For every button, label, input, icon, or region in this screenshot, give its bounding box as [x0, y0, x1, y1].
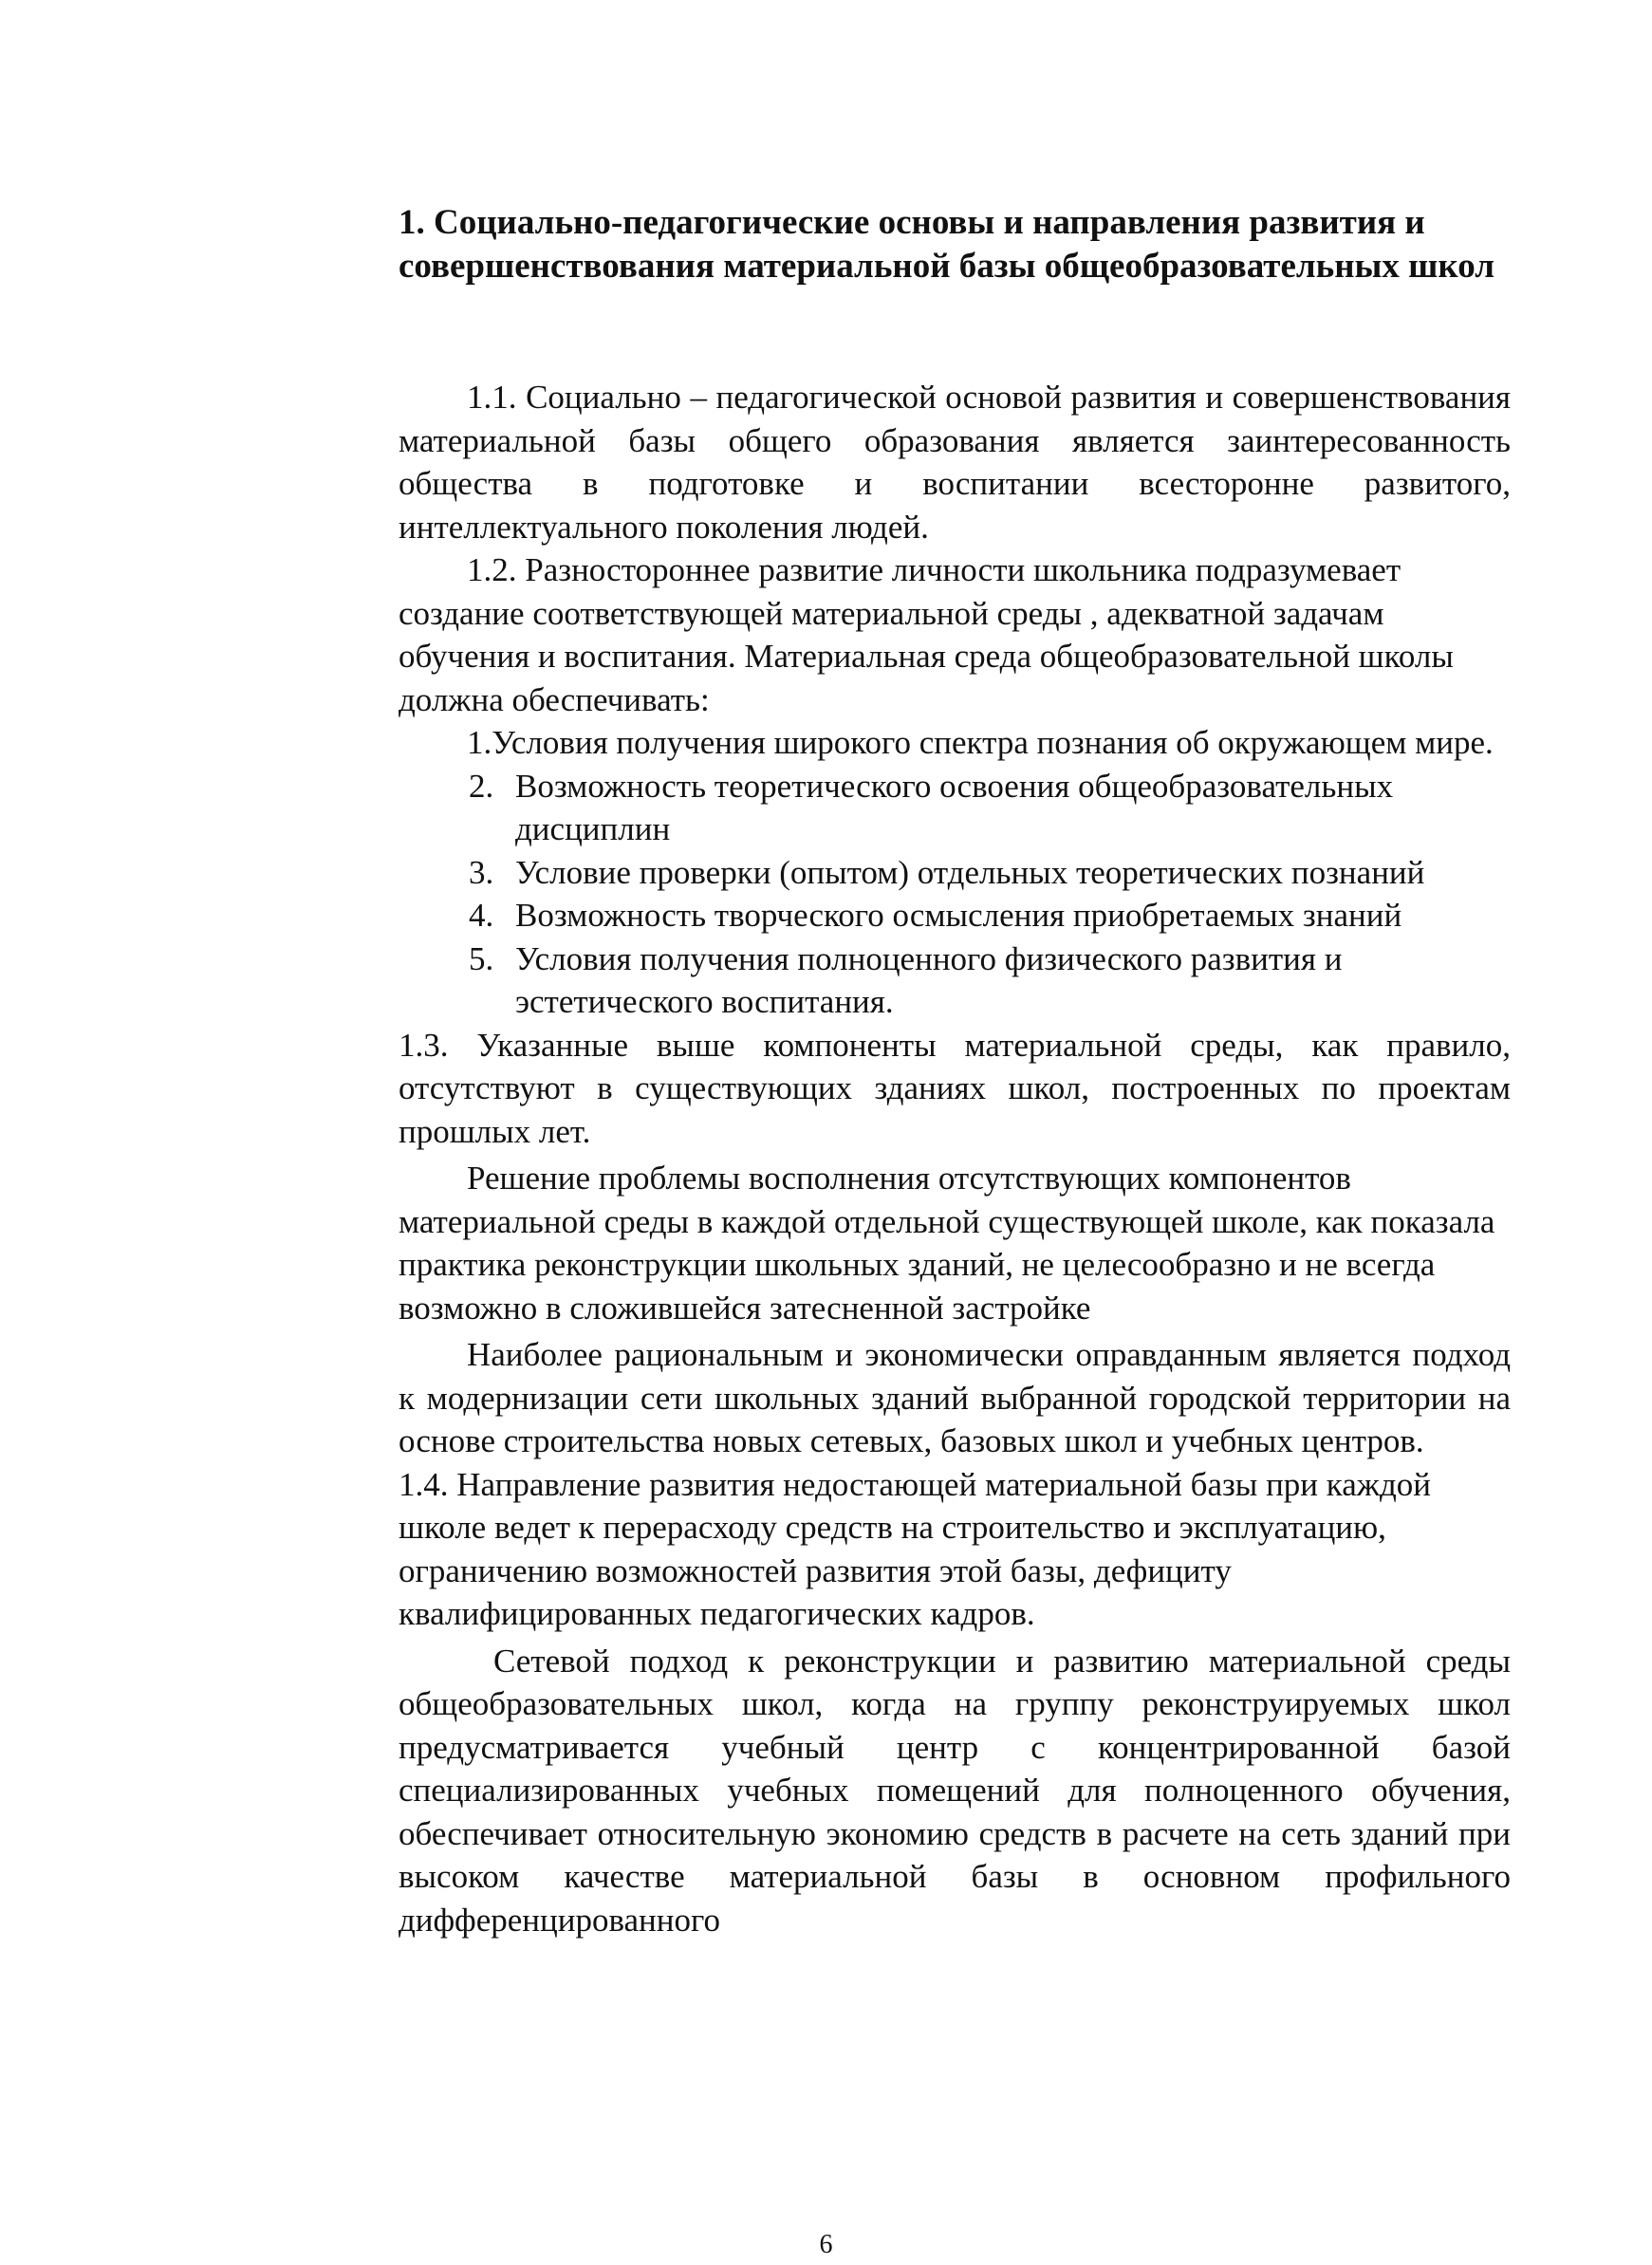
- list-item-number: 3.: [469, 853, 494, 891]
- paragraph-solution: Решение проблемы восполнения отсутствующих компонентов материальной среды в каждой отдельной существующей школе, как показала практика реконструкции школьных зданий, не целесообразно и не всегда возможно в сложившейся затесненной застройке: [399, 1160, 1495, 1327]
- document-body: [399, 376, 1511, 1941]
- list-item: [399, 938, 1511, 1024]
- requirements-list: [399, 765, 1511, 1024]
- list-item-text: Возможность творческого осмысления приобретаемых знаний: [515, 897, 1402, 934]
- list-item-number: 2.: [469, 767, 494, 805]
- list-item: [399, 894, 1511, 938]
- paragraph-1-1: 1.1. Социально – педагогической основой развития и совершенствования материальной базы общего образования является заинтересованность общества в подготовке и воспитании всесторонне развитого, интеллектуального поколения людей.: [399, 379, 1511, 546]
- list-item: [399, 765, 1511, 851]
- section-heading: 1. Социально-педагогические основы и направления развития и совершенствования материальной базы общеобразовательных школ: [399, 203, 1494, 286]
- paragraph-network: Сетевой подход к реконструкции и развитию материальной среды общеобразовательных школ, когда на группу реконструируемых школ предусматривается учебный центр с концентрированной базой специализированных учебных помещений для полноценного обучения, обеспечивает относительную экономию средств в расчете на сеть зданий при высоком качестве материальной базы в основном профильного дифференцированного: [399, 1642, 1511, 1939]
- paragraph-1-2: 1.2. Разностороннее развитие личности школьника подразумевает создание соответствующей материальной среды , адекватной задачам обучения и воспитания. Материальная среда общеобразовательной школы должна обеспечивать:: [399, 551, 1454, 718]
- paragraph-rational: Наиболее рациональным и экономически оправданным является подход к модернизации сети школьных зданий выбранной городской территории на основе строительства новых сетевых, базовых школ и учебных центров.: [399, 1336, 1511, 1459]
- list-item-text: Условие проверки (опытом) отдельных теоретических познаний: [515, 853, 1425, 891]
- list-item-text: Возможность теоретического освоения общеобразовательных дисциплин: [515, 767, 1394, 847]
- list-item: [399, 851, 1511, 895]
- paragraph-1-4: 1.4. Направление развития недостающей материальной базы при каждой школе ведет к перерасходу средств на строительство и эксплуатацию, ограничению возможностей развития этой базы, дефициту квалифицированных педагогических кадров.: [399, 1465, 1432, 1632]
- list-item-1: 1.Условия получения широкого спектра познания об окружающем мире.: [467, 724, 1494, 761]
- list-item-number: 5.: [469, 939, 494, 977]
- list-item-number: 4.: [469, 897, 494, 934]
- paragraph-1-3: 1.3. Указанные выше компоненты материальной среды, как правило, отсутствуют в существующих зданиях школ, построенных по проектам прошлых лет.: [399, 1026, 1511, 1150]
- list-item-text: Условия получения полноценного физического развития и эстетического воспитания.: [515, 939, 1343, 1020]
- page-number: 6: [819, 2230, 833, 2259]
